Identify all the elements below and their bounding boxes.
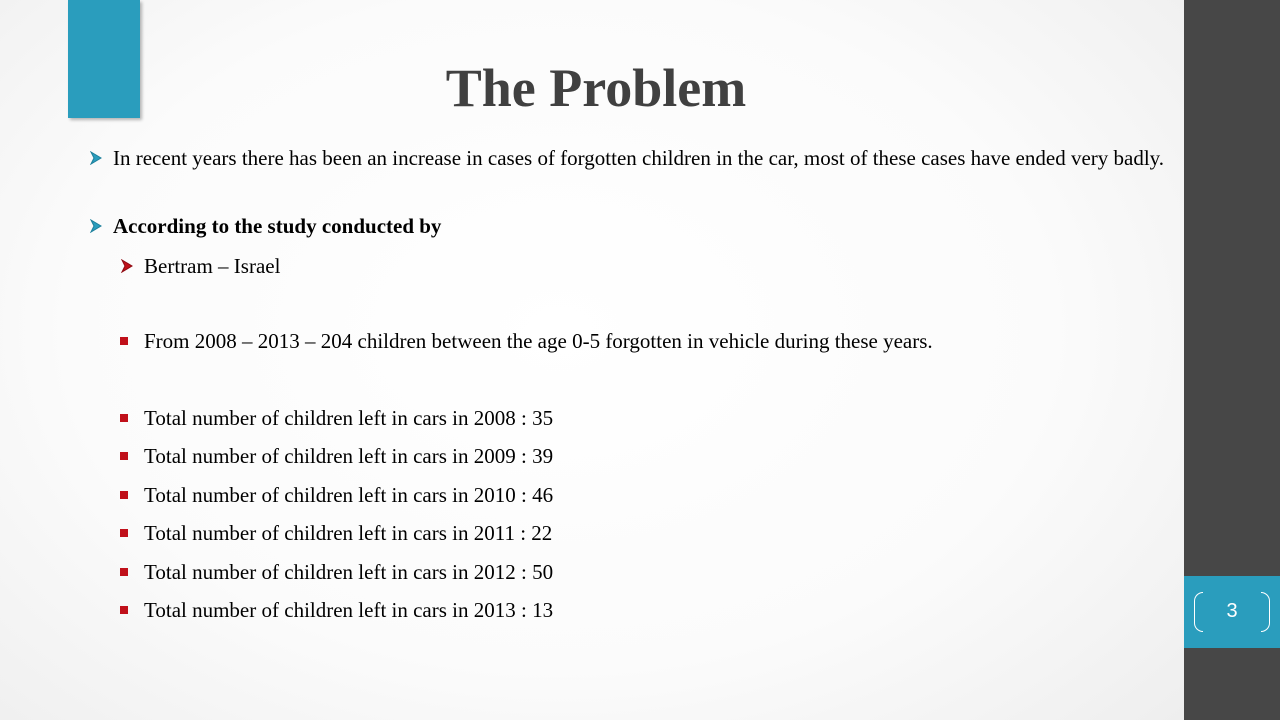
bullet-source	[144, 251, 1174, 281]
square-bullet-icon	[120, 606, 128, 614]
bullet-text: Total number of children left in cars in 2012 : 50	[144, 560, 554, 584]
arrow-bullet-icon	[89, 151, 103, 165]
square-bullet-icon	[120, 491, 128, 499]
bullet-year-2010	[144, 480, 1174, 510]
bullet-text: Total number of children left in cars in 2011 : 22	[144, 521, 553, 545]
square-bullet-icon	[120, 414, 128, 422]
bullet-year-2008	[144, 403, 1174, 433]
arrow-bullet-icon	[89, 219, 103, 233]
bullet-text: From 2008 – 2013 – 204 children between the age 0-5 forgotten in vehicle during these years.	[144, 329, 933, 353]
bullet-text: Total number of children left in cars in 2010 : 46	[144, 483, 554, 507]
arrow-bullet-icon	[120, 259, 134, 273]
page-number: 3	[1226, 600, 1238, 622]
bullet-text: According to the study conducted by	[113, 214, 442, 238]
bullet-intro	[113, 143, 1173, 173]
page-number-box	[1184, 576, 1280, 648]
bullet-study	[113, 211, 1173, 241]
bullet-year-2012	[144, 557, 1174, 587]
bullet-text: Total number of children left in cars in 2009 : 39	[144, 444, 554, 468]
slide-title: The Problem	[445, 58, 747, 118]
square-bullet-icon	[120, 337, 128, 345]
bullet-text: Total number of children left in cars in 2013 : 13	[144, 598, 554, 622]
bullet-text: In recent years there has been an increase in cases of forgotten children in the car, most of these cases have ended very badly.	[113, 146, 1165, 170]
bullet-year-2011	[144, 518, 1174, 548]
square-bullet-icon	[120, 452, 128, 460]
bullet-summary	[144, 326, 1174, 356]
right-bracket-icon	[1261, 592, 1270, 632]
bullet-text: Bertram – Israel	[144, 254, 281, 278]
bullet-year-2013	[144, 595, 1174, 625]
square-bullet-icon	[120, 529, 128, 537]
bullet-year-2009	[144, 441, 1174, 471]
square-bullet-icon	[120, 568, 128, 576]
bullet-text: Total number of children left in cars in 2008 : 35	[144, 406, 554, 430]
